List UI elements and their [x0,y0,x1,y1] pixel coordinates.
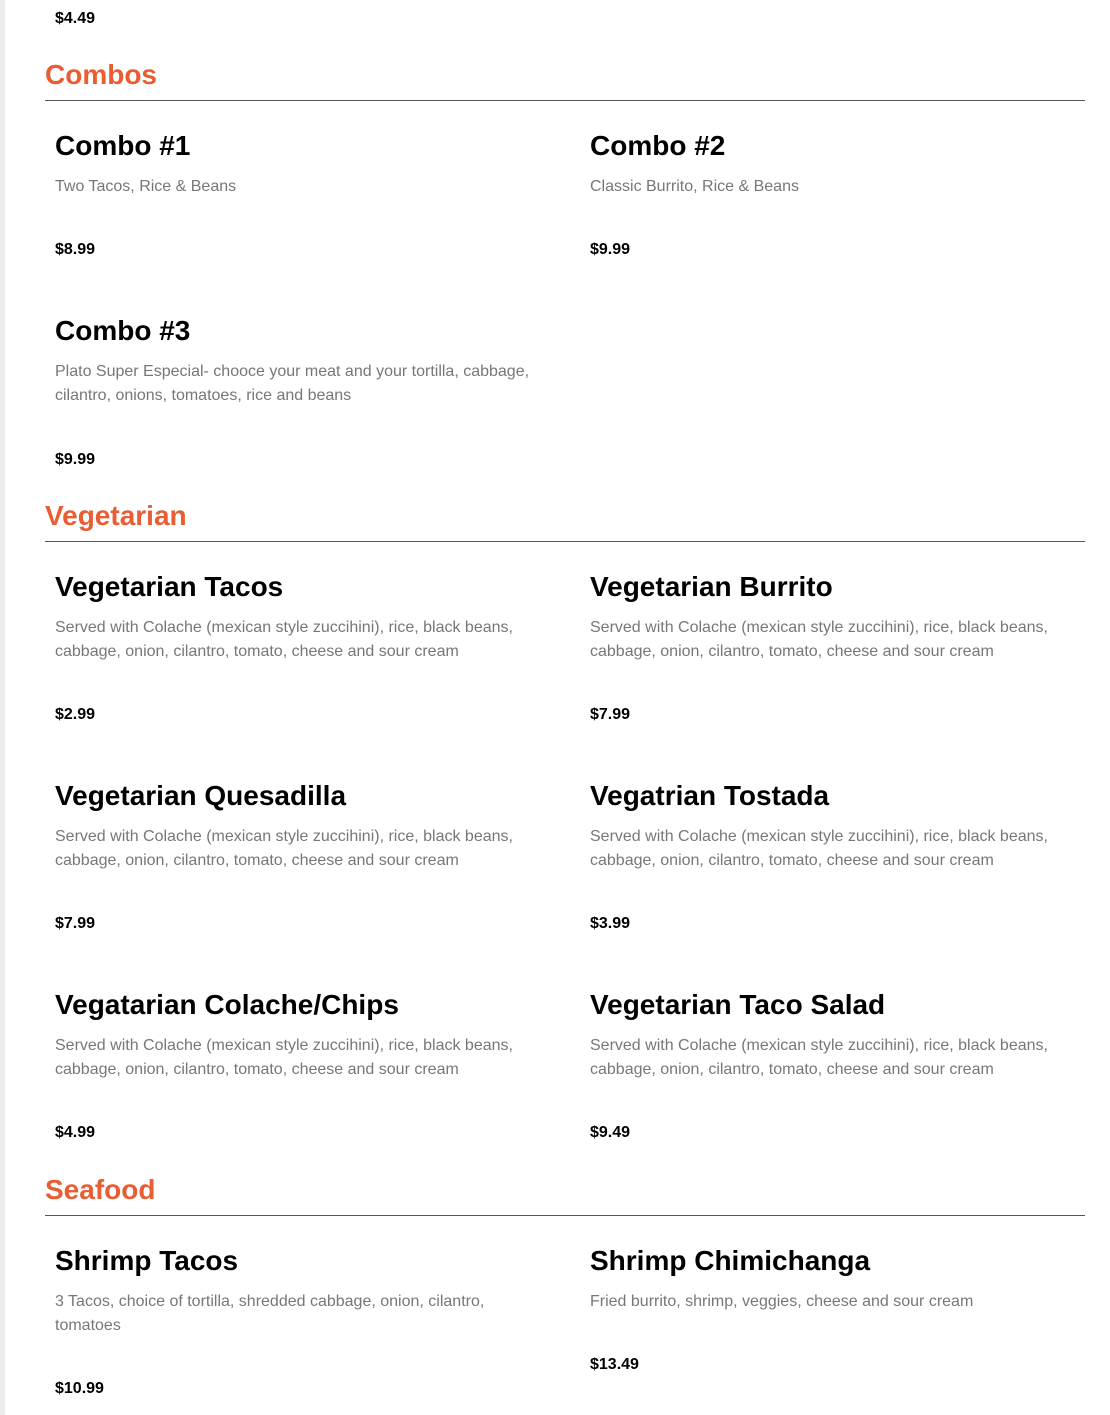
item-description: Fried burrito, shrimp, veggies, cheese and sour cream [590,1293,974,1310]
section-title: Vegetarian [45,500,187,531]
item-description: Served with Colache (mexican style zuccihini), rice, black beans, cabbage, onion, cilantro, tomato, cheese and sour cream [590,1037,1048,1078]
item-price: $4.49 [55,10,96,27]
item-description: Served with Colache (mexican style zuccihini), rice, black beans, cabbage, onion, cilantro, tomato, cheese and sour cream [55,1037,513,1078]
item-description: Plato Super Especial- chooce your meat and your tortilla, cabbage, cilantro, onions, tomatoes, rice and beans [55,363,530,404]
item-price: $7.99 [590,706,631,723]
item-description: 3 Tacos, choice of tortilla, shredded cabbage, onion, cilantro, tomatoes [55,1293,485,1334]
item-price: $9.99 [55,451,96,468]
item-description: Served with Colache (mexican style zuccihini), rice, black beans, cabbage, onion, cilantro, tomato, cheese and sour cream [55,619,513,660]
item-description: Served with Colache (mexican style zuccihini), rice, black beans, cabbage, onion, cilantro, tomato, cheese and sour cream [590,828,1048,869]
item-name: Shrimp Tacos [55,1245,239,1276]
section-title: Seafood [45,1174,156,1205]
item-description: Two Tacos, Rice & Beans [55,178,237,195]
item-price: $9.49 [590,1124,631,1141]
item-name: Vegetarian Quesadilla [55,780,347,811]
item-price: $8.99 [55,241,96,258]
item-name: Vegetarian Burrito [590,571,833,602]
item-price: $7.99 [55,915,96,932]
item-description: Served with Colache (mexican style zuccihini), rice, black beans, cabbage, onion, cilantro, tomato, cheese and sour cream [590,619,1048,660]
section-divider [45,100,1085,101]
section-title: Combos [45,59,157,90]
item-name: Vegetarian Tacos [55,571,284,602]
item-price: $4.99 [55,1124,96,1141]
item-price: $9.99 [590,241,631,258]
section-divider [45,541,1085,542]
item-name: Combo #3 [55,315,191,346]
left-edge-strip [0,0,5,1415]
item-name: Combo #1 [55,130,191,161]
item-price: $10.99 [55,1380,104,1397]
item-price: $3.99 [590,915,631,932]
item-name: Shrimp Chimichanga [590,1245,871,1276]
item-description: Classic Burrito, Rice & Beans [590,178,799,195]
item-name: Vegetarian Taco Salad [590,989,886,1020]
item-name: Vegatarian Colache/Chips [55,989,399,1020]
item-price: $2.99 [55,706,96,723]
item-description: Served with Colache (mexican style zuccihini), rice, black beans, cabbage, onion, cilantro, tomato, cheese and sour cream [55,828,513,869]
item-name: Vegatrian Tostada [590,780,830,811]
item-name: Combo #2 [590,130,726,161]
section-divider [45,1215,1085,1216]
item-price: $13.49 [590,1356,639,1373]
